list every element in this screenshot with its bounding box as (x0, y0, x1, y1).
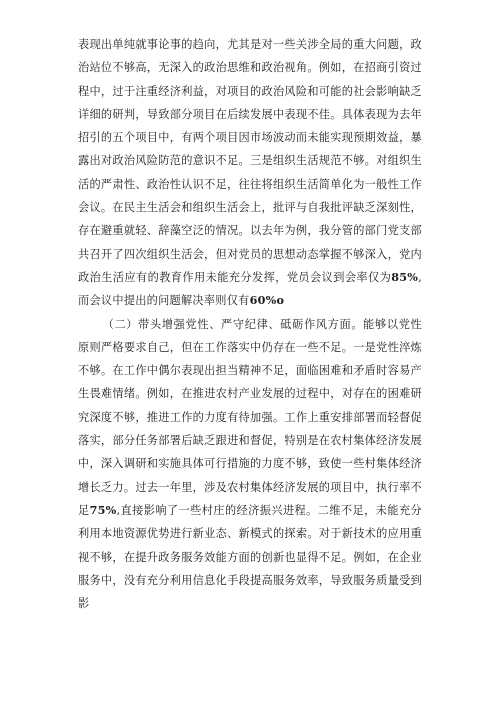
paragraph-2 (78, 313, 422, 616)
paragraph-2-text-b: ,直接影响了一些村庄的经济振兴进程。二维不足，未能充分利用本地资源优势进行新业态、新模式的探索。对于新技术的应用重视不够，在提升政务服务效能方面的创新也显得不足。例如，在企业服务中，没有充分利用信息化手段提高服务效率，导致服务质量受到影 (78, 503, 422, 611)
attendance-rate-value: 85% (391, 269, 419, 284)
execution-rate-value: 75% (89, 502, 117, 517)
paragraph-2-text-a: （二）带头增强党性、严守纪律、砥砺作风方面。能够以党性原则严格要求自己，但在工作落实中仍存在一些不足。一是党性淬炼不够。在工作中偶尔表现出担当精神不足，面临困难和矛盾时容易产生畏难情绪。例如，在推进农村产业发展的过程中，对存在的困难研究深度不够，推进工作的力度有待加强。工作上重安排部署而轻督促落实，部分任务部署后缺乏跟进和督促，特别是在农村集体经济发展中，深入调研和实施具体可行措施的力度不够，致使一些村集体经济增长乏力。过去一年里，涉及农村集体经济发展的项目中，执行率不足 (78, 317, 422, 517)
resolution-rate-value: 60%o (249, 293, 285, 308)
paragraph-1-text-a: 表现出单纯就事论事的趋向，尤其是对一些关涉全局的重大问题，政治站位不够高，无深入的政治思维和政治视角。例如，在招商引资过程中，过于注重经济利益，对项目的政治风险和可能的社会影响缺乏详细的研判，导致部分项目在后续发展中表现不佳。具体表现为去年招引的五个项目中，有两个项目因市场波动而未能实现预期效益，暴露出对政治风险防范的意识不足。三是组织生活规范不够。对组织生活的严肃性、政治性认识不足，往往将组织生活简单化为一般性工作会议。在民主生活会和组织生活会上，批评与自我批评缺乏深刻性，存在避重就轻、辞藻空泛的情况。以去年为例，我分管的部门党支部共召开了四次组织生活会，但对党员的思想动态掌握不够深入，党内政治生活应有的教育作用未能充分发挥，党员会议到会率仅为 (78, 38, 422, 284)
paragraph-1 (78, 33, 422, 313)
paragraph-1-text-b: ,而会议中提出的问题解决率则仅有 (78, 270, 422, 308)
